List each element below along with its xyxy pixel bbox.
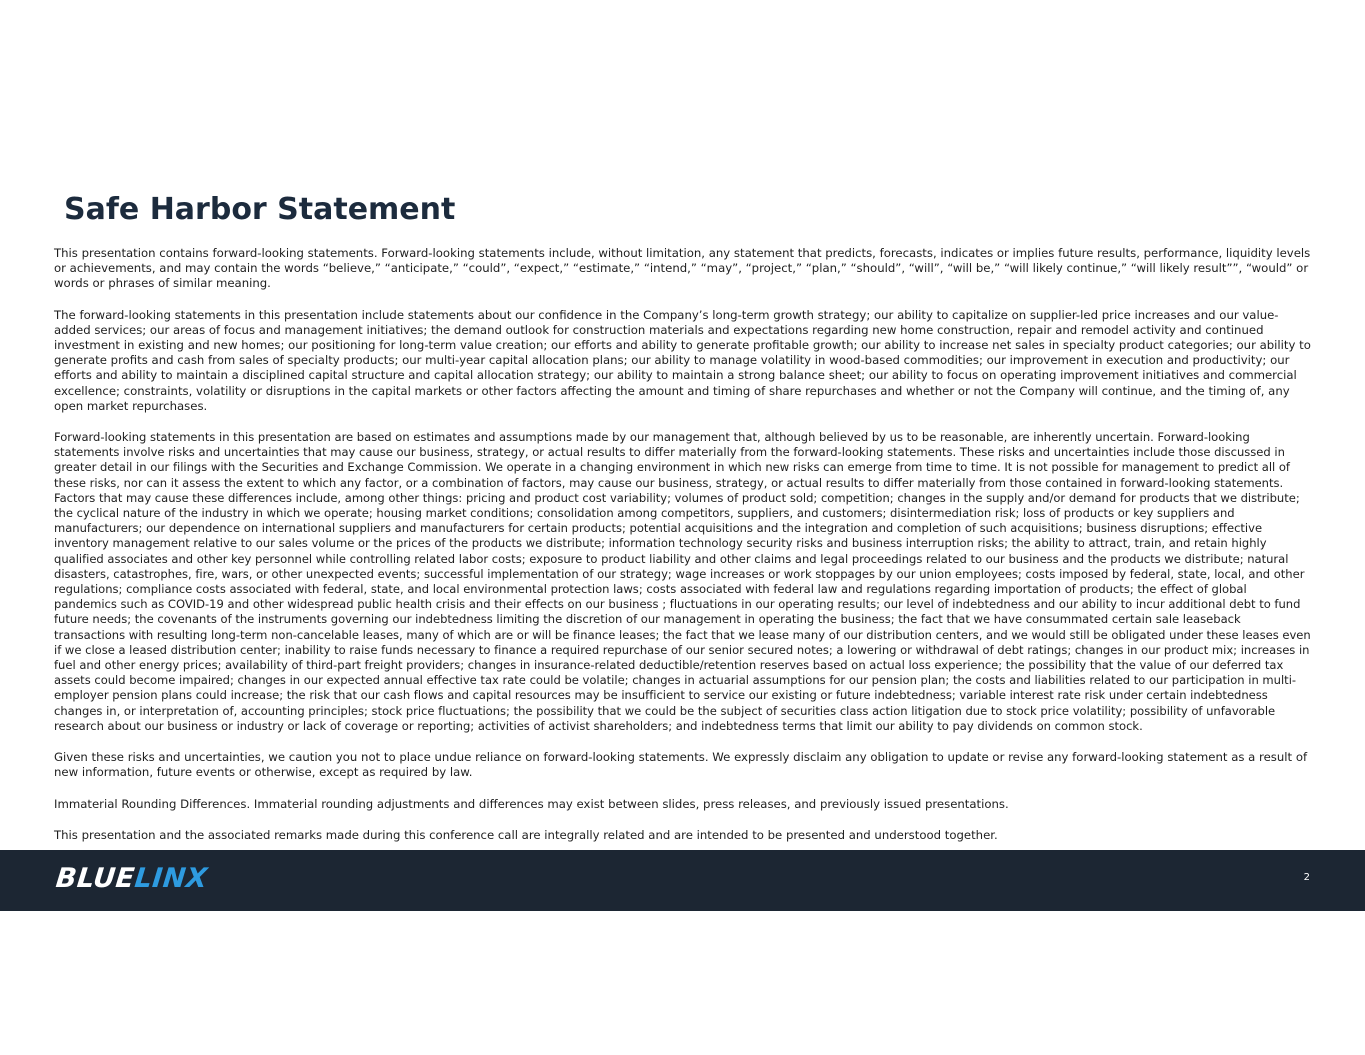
bluelinx-logo [54, 862, 209, 896]
page-number: 2 [1303, 872, 1310, 883]
footer-bar [0, 850, 1365, 911]
slide-title: Safe Harbor Statement [64, 192, 456, 227]
intro-paragraph: This presentation contains forward-looking statements. Forward-looking statements include, without limitation, any statement that predicts, forecasts, indicates or implies future results, performance, liquidity levels or achievements, and may contain the words “believe,” “anticipate,” “could”, “expect,” “estimate,” “intend,” “may”, “project,” “plan,” “should”, “will”, “will be,” “will likely continue,” “will likely result””, “would” or words or phrases of similar meaning. [54, 246, 1311, 291]
rounding-paragraph: Immaterial Rounding Differences. Immaterial rounding adjustments and differences may exist between slides, press releases, and previously issued presentations. [54, 796, 1009, 811]
risk-factors-paragraph: Forward-looking statements in this presentation are based on estimates and assumptions made by our management that, although believed by us to be reasonable, are inherently uncertain. Forward-looking statements involve risks and uncertainties that may cause our business, strategy, or actual results to differ materially from the forward-looking statements. These risks and uncertainties include those discussed in greater detail in our filings with the Securities and Exchange Commission. We operate in a changing environment in which new risks can emerge from time to time. It is not possible for management to predict all of these risks, nor can it assess the extent to which any factor, or a combination of factors, may cause our business, strategy, or actual results to differ materially from those contained in forward-looking statements. Factors that may cause these differences include, among other things: pricing and product cost variability; volumes of product sold; competition; changes in the supply and/or demand for products that we distribute; the cyclical nature of the industry in which we operate; housing market conditions; consolidation among competitors, suppliers, and customers; disintermediation risk; loss of products or key suppliers and manufacturers; our dependence on international suppliers and manufacturers for certain products; potential acquisitions and the integration and completion of such acquisitions; business disruptions; effective inventory management relative to our sales volume or the prices of the products we distribute; information technology security risks and business interruption risks; the ability to attract, train, and retain highly qualified associates and other key personnel while controlling related labor costs; exposure to product liability and other claims and legal proceedings related to our business and the products we distribute; natural disasters, catastrophes, fire, wars, or other unexpected events; successful implementation of our strategy; wage increases or work stoppages by our union employees; costs imposed by federal, state, local, and other regulations; compliance costs associated with federal, state, and local environmental protection laws; costs associated with federal law and regulations regarding importation of products; the effect of global pandemics such as COVID-19 and other widespread public health crisis and their effects on our business ; fluctuations in our operating results; our level of indebtedness and our ability to incur additional debt to fund future needs; the covenants of the instruments governing our indebtedness limiting the discretion of our management in operating the business; the fact that we have consummated certain sale leaseback transactions with resulting long-term non-cancelable leases, many of which are or will be finance leases; the fact that we lease many of our distribution centers, and we would still be obligated under these leases even if we close a leased distribution center; inability to raise funds necessary to finance a required repurchase of our senior secured notes; a lowering or withdrawal of debt ratings; changes in our product mix; increases in fuel and other energy prices; availability of third-part freight providers; changes in insurance-related deductible/retention reserves based on actual loss experience; the possibility that the value of our deferred tax assets could become impaired; changes in our expected annual effective tax rate could be volatile; changes in actuarial assumptions for our pension plan; the costs and liabilities related to our participation in multi-employer pension plans could increase; the risk that our cash flows and capital resources may be insufficient to service our existing or future indebtedness; variable interest rate risk under certain indebtedness changes in, or interpretation of, accounting principles; stock price fluctuations; the possibility that we could be the subject of securities class action litigation due to stock price volatility; possibility of unfavorable research about our business or industry or lack of coverage or reporting; activities of activist shareholders; and indebtedness terms that limit our ability to pay dividends on common stock. [54, 430, 1311, 733]
forward-looking-scope-paragraph: The forward-looking statements in this presentation include statements about our confidence in the Company’s long-term growth strategy; our ability to capitalize on supplier-led price increases and our value-added services; our areas of focus and management initiatives; the demand outlook for construction materials and expectations regarding new home construction, repair and remodel activity and continued investment in existing and new homes; our positioning for long-term value creation; our efforts and ability to generate profitable growth; our ability to increase net sales in specialty product categories; our ability to generate profits and cash from sales of specialty products; our multi-year capital allocation plans; our ability to manage volatility in wood-based commodities; our improvement in execution and productivity; our efforts and ability to maintain a disciplined capital structure and capital allocation strategy; our ability to maintain a strong balance sheet; our ability to focus on operating improvement initiatives and commercial excellence; constraints, volatility or disruptions in the capital markets or other factors affecting the amount and timing of share repurchases and whether or not the Company will continue, and the timing of, any open market repurchases. [54, 307, 1311, 413]
safe-harbor-body [54, 246, 1312, 859]
conference-call-paragraph: This presentation and the associated remarks made during this conference call are integrally related and are intended to be presented and understood together. [54, 827, 998, 842]
disclaimer-paragraph: Given these risks and uncertainties, we caution you not to place undue reliance on forward-looking statements. We expressly disclaim any obligation to update or revise any forward-looking statement as a result of new information, future events or otherwise, except as required by law. [54, 750, 1308, 780]
logo-text-blue: BLUE [54, 863, 137, 894]
logo-text-linx: LINX [133, 863, 210, 894]
